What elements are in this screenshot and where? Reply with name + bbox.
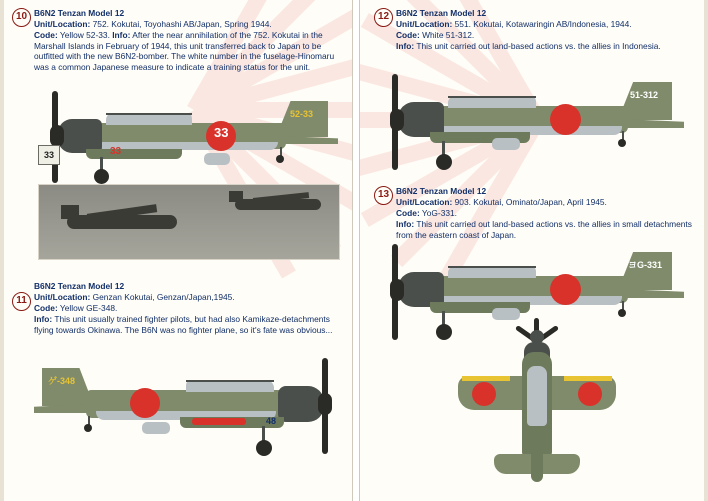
hinomaru-fuselage (550, 274, 581, 305)
tail-wheel (276, 155, 284, 163)
underwing-store (492, 138, 520, 150)
entry-badge-10: 10 (12, 8, 31, 27)
horizontal-stabiliser (622, 119, 684, 128)
entry-code-12 (396, 30, 696, 41)
code-label-13: Code: (396, 208, 420, 218)
propeller-blade (322, 358, 328, 454)
entry-title-10: B6N2 Tenzan Model 12 (34, 8, 125, 18)
canopy-frame (186, 380, 274, 382)
code-value-13: YoG-331. (421, 208, 457, 218)
canopy-plan (527, 366, 547, 426)
entry-unit-10 (34, 19, 344, 30)
tail-wheel (618, 139, 626, 147)
unit-value-10: 752. Kokutai, Toyohashi AB/Japan, Spring 1944. (92, 19, 272, 29)
canopy-frame (448, 266, 536, 268)
aircraft-profile-11 (30, 360, 342, 470)
info-value-10: After the near annihilation of the 752. Kokutai in the Marshall Islands in February of 1944, this unit transferred back to Japan to be outfitted with the new B6N2-bomber. The white number in the fuselage-Hinomaru was a common Japanese measure to indicate a training status for the unit. (34, 30, 335, 72)
hinomaru-wing-left (472, 382, 496, 406)
aircraft-profile-10 (28, 95, 338, 185)
entry-unit-13 (396, 197, 696, 208)
info-label-13: Info: (396, 219, 415, 229)
entry-badge-12: 12 (374, 8, 393, 27)
entry-info-11 (34, 314, 344, 335)
code-label-11: Code: (34, 303, 58, 313)
entry-info-13 (396, 219, 696, 240)
code-label-10: Code: (34, 30, 58, 40)
code-value-11: Yellow GE-348. (59, 303, 118, 313)
hinomaru-wing-right (578, 382, 602, 406)
wing-red-band (192, 418, 246, 425)
unit-value-13: 903. Kokutai, Ominato/Japan, April 1945. (454, 197, 607, 207)
entry-unit-12 (396, 19, 696, 30)
entry-title-11: B6N2 Tenzan Model 12 (34, 281, 125, 291)
engine-cowling (58, 119, 102, 153)
rudder-plan (531, 452, 543, 482)
unit-value-11: Genzan Kokutai, Genzan/Japan,1945. (92, 292, 235, 302)
entry-info-12 (396, 41, 696, 52)
entry-unit-11 (34, 292, 344, 303)
right-page-edge (704, 0, 708, 501)
wing-number-10: 33 (110, 146, 122, 157)
info-value-12: This unit carried out land-based actions vs. the allies in Indonesia. (416, 41, 661, 51)
fuselage-number-11: 48 (266, 416, 277, 426)
entry-title-12: B6N2 Tenzan Model 12 (396, 8, 487, 18)
fuselage-number-10: 33 (214, 125, 229, 140)
propeller-blade (52, 91, 58, 183)
tail-code-13: ヨG-331 (628, 260, 663, 270)
panel-number-10: 33 (44, 150, 55, 160)
code-value-10: Yellow 52-33. (59, 30, 110, 40)
aircraft-profile-12 (372, 78, 692, 174)
entry-title-13: B6N2 Tenzan Model 12 (396, 186, 487, 196)
info-label-12: Info: (396, 41, 415, 51)
code-label-12: Code: (396, 30, 420, 40)
unit-label-13: Unit/Location: (396, 197, 453, 207)
aircraft-plan-view (454, 318, 624, 490)
canopy-frame (106, 113, 192, 115)
wing-leading-edge-stripe-left (462, 376, 510, 381)
main-wheel (436, 324, 452, 340)
entry-code-10 (34, 30, 344, 72)
photo-aircraft-1-tail (61, 205, 79, 219)
photo-aircraft-1 (67, 215, 177, 229)
canopy-frame (448, 96, 536, 98)
main-wheel (256, 440, 272, 456)
main-wheel (94, 169, 109, 184)
entry-code-13 (396, 208, 696, 219)
entry-badge-11: 11 (12, 292, 31, 311)
photo-aircraft-2-tail (229, 191, 243, 202)
underwing-store (204, 153, 230, 165)
tail-wheel (84, 424, 92, 432)
unit-label-11: Unit/Location: (34, 292, 91, 302)
main-wheel (436, 154, 452, 170)
horizontal-stabiliser (622, 289, 684, 298)
code-value-12: White 51-312. (422, 30, 475, 40)
horizontal-stabiliser (280, 136, 338, 144)
hinomaru-fuselage (550, 104, 581, 135)
archive-photo (38, 184, 340, 260)
unit-label-12: Unit/Location: (396, 19, 453, 29)
unit-label-10: Unit/Location: (34, 19, 91, 29)
propeller-blade (392, 74, 398, 170)
info-label-10: Info: (112, 30, 131, 40)
wing-leading-edge-stripe-right (564, 376, 612, 381)
left-page (4, 0, 352, 501)
underwing-store (142, 422, 170, 434)
tail-code-12: 51-312 (630, 90, 659, 100)
page-gutter (352, 0, 360, 501)
hinomaru-fuselage (130, 388, 160, 418)
info-value-11: This unit usually trained fighter pilots, but had also Kamikaze-detachments flying towards Okinawa. The B6N was no fighter plane, so it's fate was obvious... (34, 314, 333, 335)
right-page (358, 0, 704, 501)
info-value-13: This unit carried out land-based actions vs. the allies in small detachments from the eastern coast of Japan. (396, 219, 692, 240)
tail-code-11: ゲ-348 (48, 376, 76, 386)
tail-wheel (618, 309, 626, 317)
propeller-blade (392, 244, 398, 340)
tail-code-10: 52-33 (290, 109, 314, 119)
unit-value-12: 551. Kokutai, Kotawaringin AB/Indonesia, 1944. (454, 19, 632, 29)
entry-badge-13: 13 (374, 186, 393, 205)
entry-code-11 (34, 303, 344, 314)
left-page-edge (0, 0, 4, 501)
info-label-11: Info: (34, 314, 53, 324)
